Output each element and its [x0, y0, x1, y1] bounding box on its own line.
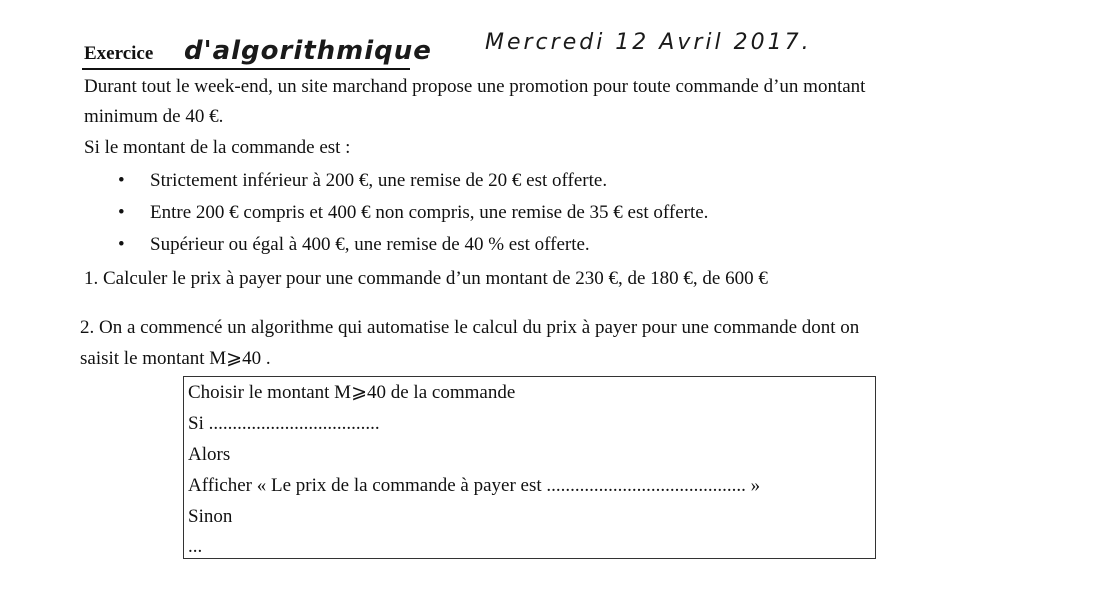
intro-line-1: Durant tout le week-end, un site marchand propose une promotion pour toute commande d’un montant	[84, 76, 866, 97]
condition-item: Supérieur ou égal à 400 €, une remise de 40 % est offerte.	[150, 234, 590, 255]
algorithm-box	[183, 376, 876, 559]
algorithm-line: Si ....................................	[188, 413, 380, 434]
exercise-title-printed: Exercice	[84, 43, 154, 64]
question-1: 1. Calculer le prix à payer pour une commande d’un montant de 230 €, de 180 €, de 600 €	[84, 268, 768, 289]
algorithm-line: Sinon	[188, 506, 233, 527]
question-2-line-1: 2. On a commencé un algorithme qui automatise le calcul du prix à payer pour une commande dont on	[80, 317, 860, 338]
title-underline	[82, 68, 410, 70]
intro-line-2: minimum de 40 €.	[84, 106, 224, 127]
algorithm-line: Alors	[188, 444, 231, 465]
intro-line-3: Si le montant de la commande est :	[84, 137, 351, 158]
bullet-icon: •	[118, 170, 125, 191]
bullet-icon: •	[118, 234, 125, 255]
bullet-icon: •	[118, 202, 125, 223]
condition-item: Entre 200 € compris et 400 € non compris, une remise de 35 € est offerte.	[150, 202, 709, 223]
algorithm-line: Choisir le montant M⩾40 de la commande	[188, 382, 516, 403]
handwritten-date: Mercredi 12 Avril 2017.	[485, 30, 812, 55]
algorithm-line: ...	[188, 536, 203, 557]
algorithm-line: Afficher « Le prix de la commande à payer est .......................................... »	[188, 475, 761, 496]
condition-item: Strictement inférieur à 200 €, une remise de 20 € est offerte.	[150, 170, 608, 191]
exercise-title-handwritten: d'algorithmique	[184, 36, 432, 66]
question-2-line-2: saisit le montant M⩾40 .	[80, 348, 271, 369]
